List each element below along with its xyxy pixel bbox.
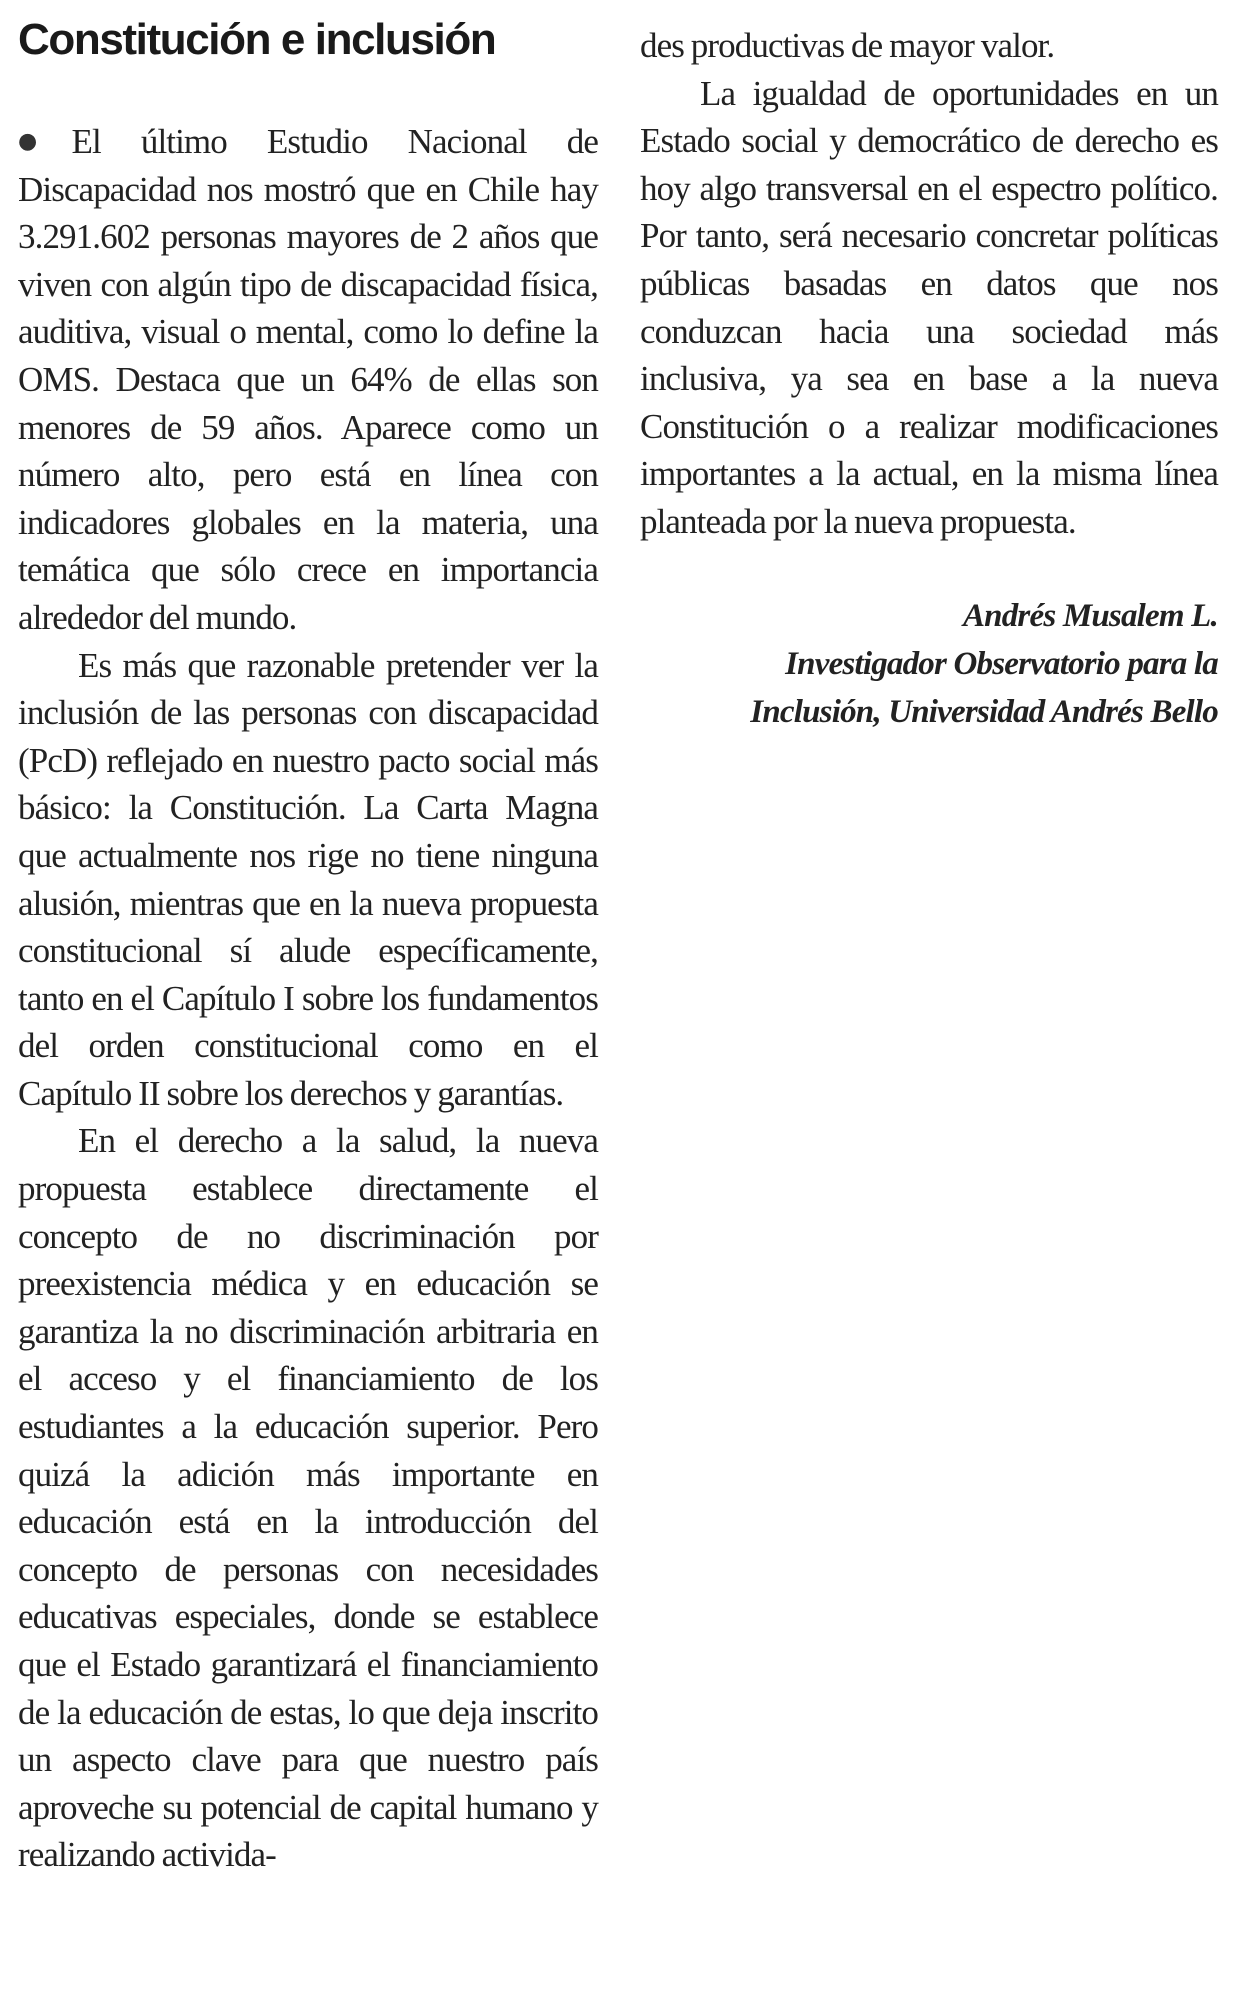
paragraph-1-text: El último Estudio Nacional de Discapacidad nos mostró que en Chile hay 3.291.602 personas mayores de 2 años que viven con algún tipo de discapacidad física, auditiva, visual o mental, como lo define la OMS. Destaca que un 64% de ellas son menores de 59 años. Aparece como un número alto, pero está en línea con indicadores globales en la materia, una temática que sólo crece en importancia alrededor del mundo. <box>18 122 598 637</box>
left-column <box>18 10 598 1879</box>
bullet-icon: ● <box>18 129 70 154</box>
paragraph-4: La igualdad de oportunidades en un Estado social y democrático de derecho es hoy algo transversal en el espectro político. Por tanto, será necesario concretar políticas públicas basadas en datos que nos conduzcan hacia una sociedad más inclusiva, ya sea en base a la nueva Constitución o a realizar modificaciones importantes a la actual, en la misma línea planteada por la nueva propuesta. <box>640 73 1218 541</box>
paragraph-1 <box>18 118 598 642</box>
author-signature <box>640 592 1218 736</box>
right-column <box>640 22 1218 736</box>
article-headline: Constitución e inclusión <box>18 15 496 64</box>
paragraph-3-continuation: des productivas de mayor valor. <box>640 26 1055 65</box>
author-name: Andrés Musalem L. <box>962 597 1218 634</box>
paragraph-3: En el derecho a la salud, la nueva propuesta establece directamente el concepto de no discriminación por preexistencia médica y en educación se garantiza la no discriminación arbitraria en el acceso y el financiamiento de los estudiantes a la educación superior. Pero quizá la adición más importante en educación está en la introducción del concepto de personas con necesidades educativas especiales, donde se establece que el Estado garantizará el financiamiento de la educación de estas, lo que deja inscrito un aspecto clave para que nuestro país aproveche su potencial de capital humano y realizando activida- <box>18 1121 598 1875</box>
author-title-line-1: Investigador Observatorio para la <box>785 645 1218 682</box>
paragraph-2: Es más que razonable pretender ver la inclusión de las personas con discapacidad (PcD) reflejado en nuestro pacto social más básico: la Constitución. La Carta Magna que actualmente nos rige no tiene ninguna alusión, mientras que en la nueva propuesta constitucional sí alude específicamente, tanto en el Capítulo I sobre los fundamentos del orden constitucional como en el Capítulo II sobre los derechos y garantías. <box>18 645 598 1113</box>
author-title-line-2: Inclusión, Universidad Andrés Bello <box>750 693 1218 730</box>
